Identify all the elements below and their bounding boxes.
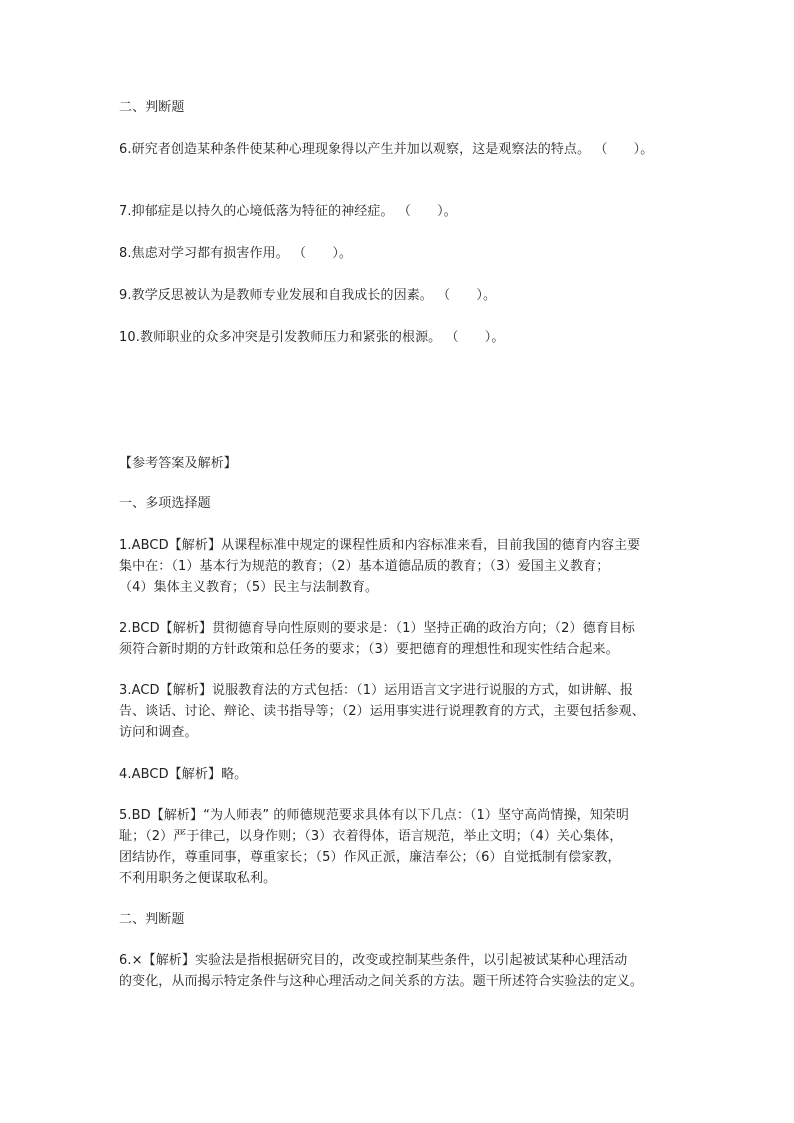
answer-line: 4.ABCD【解析】略。 xyxy=(119,767,248,782)
question-7: 7.抑郁症是以持久的心境低落为特征的神经症。 （ ）。 xyxy=(119,204,457,219)
answer-line: 不利用职务之便谋取私利。 xyxy=(119,871,277,886)
question-10: 10.教师职业的众多冲突是引发教师压力和紧张的根源。 （ ）。 xyxy=(119,330,505,345)
section-heading-judgment-answers: 二、判断题 xyxy=(119,912,185,927)
section-heading-judgment: 二、判断题 xyxy=(119,100,185,115)
answer-line: 5.BD【解析】“为人师表” 的师德规范要求具体有以下几点：（1）坚守高尚情操，知荣明 xyxy=(119,808,630,823)
answers-title: 【参考答案及解析】 xyxy=(119,456,237,471)
question-8: 8.焦虑对学习都有损害作用。 （ ）。 xyxy=(119,246,353,261)
answer-line: 集中在：（1）基本行为规范的教育；（2）基本道德品质的教育；（3）爱国主义教育； xyxy=(119,559,610,574)
answer-line: （4）集体主义教育；（5）民主与法制教育。 xyxy=(119,580,379,595)
answer-line: 访问和调查。 xyxy=(119,725,198,740)
answer-line: 的变化，从而揭示特定条件与这种心理活动之间关系的方法。题干所述符合实验法的定义。 xyxy=(119,974,644,989)
answer-line: 1.ABCD【解析】从课程标准中规定的课程性质和内容标准来看，目前我国的德育内容主要 xyxy=(119,538,641,553)
answer-line: 耻；（2）严于律己，以身作则；（3）衣着得体，语言规范，举止文明；（4）关心集体， xyxy=(119,829,623,844)
answer-line: 6.×【解析】实验法是指根据研究目的，改变或控制某些条件，以引起被试某种心理活动 xyxy=(119,953,628,968)
answer-line: 告、谈话、讨论、辩论、读书指导等；（2）运用事实进行说理教育的方式，主要包括参观、 xyxy=(119,704,645,719)
question-6: 6.研究者创造某种条件使某种心理现象得以产生并加以观察，这是观察法的特点。 （ ）。 xyxy=(119,142,654,157)
answer-line: 团结协作，尊重同事，尊重家长；（5）作风正派，廉洁奉公；（6）自觉抵制有偿家教， xyxy=(119,850,621,865)
answer-line: 2.BCD【解析】贯彻德育导向性原则的要求是：（1）坚持正确的政治方向；（2）德育目标 xyxy=(119,621,636,636)
answer-line: 须符合新时期的方针政策和总任务的要求；（3）要把德育的理想性和现实性结合起来。 xyxy=(119,642,619,657)
question-9: 9.教学反思被认为是教师专业发展和自我成长的因素。 （ ）。 xyxy=(119,288,497,303)
section-heading-multi-choice: 一、多项选择题 xyxy=(119,496,211,511)
answer-line: 3.ACD【解析】说服教育法的方式包括：（1）运用语言文字进行说服的方式，如讲解、报 xyxy=(119,683,634,698)
